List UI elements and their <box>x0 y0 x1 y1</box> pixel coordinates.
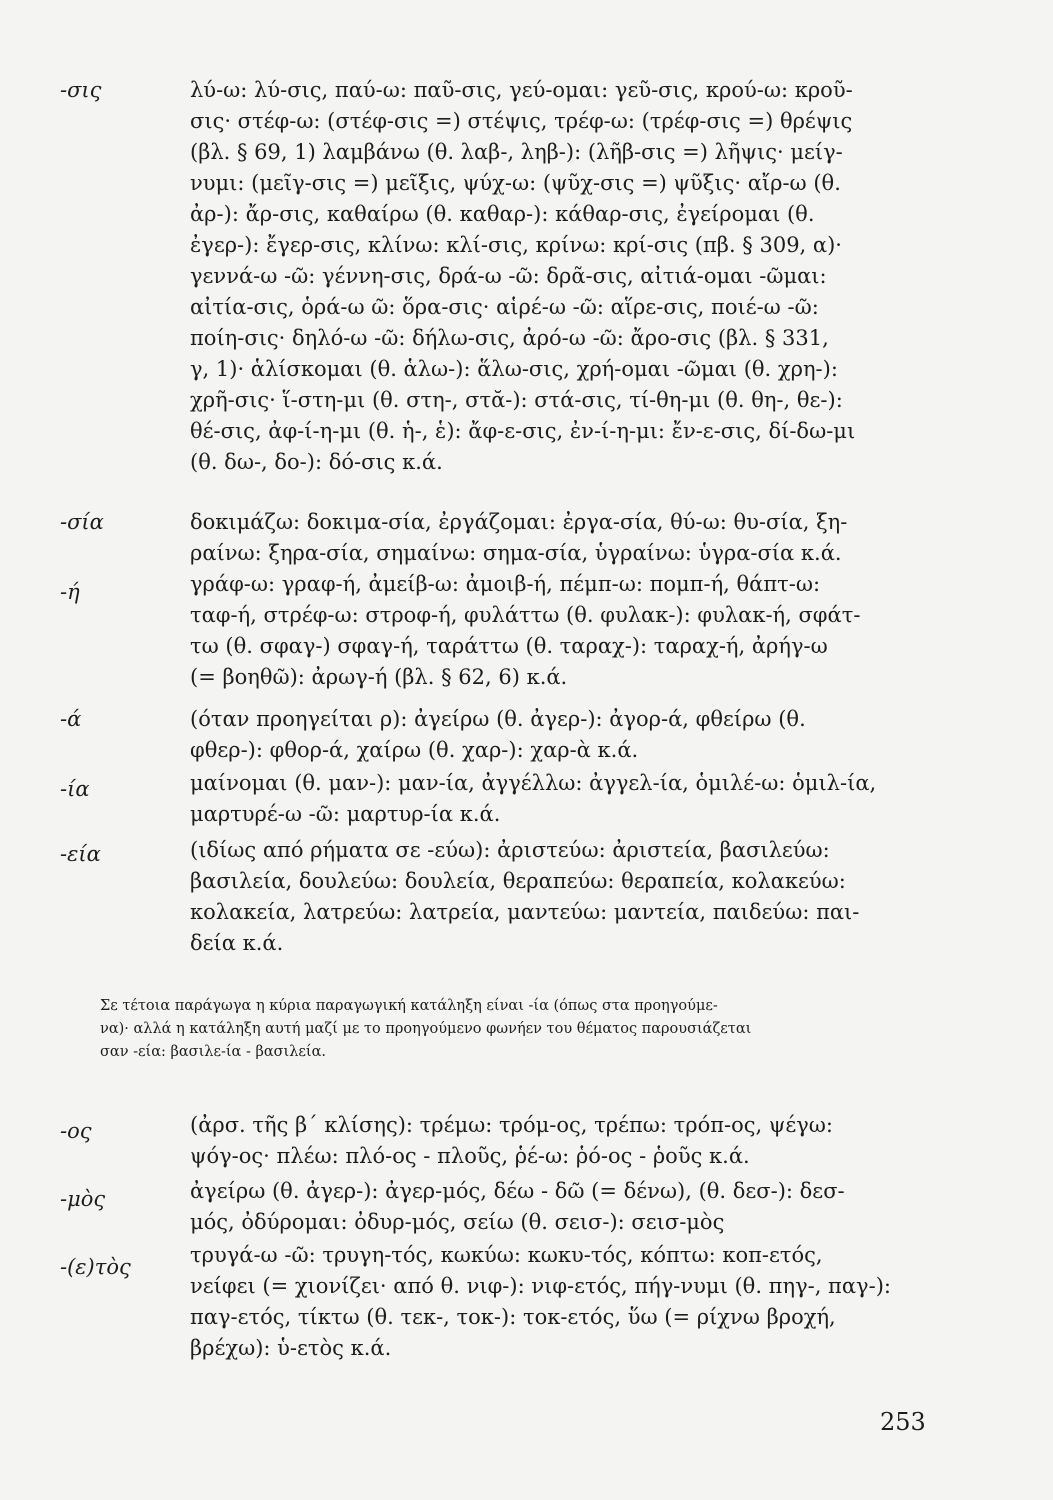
text-line: λύ-ω: λύ-σις, παύ-ω: παῦ-σις, γεύ-ομαι: γεῦ-σις, κρού-ω: κροῦ- <box>190 78 853 102</box>
suffix-label: -ος <box>60 1119 92 1143</box>
note-line: να)· αλλά η κατάληξη αυτή μαζί με το προηγούμενο φωνήεν του θέματος παρουσιάζεται <box>100 1021 752 1037</box>
text-line: ἐγερ-): ἔγερ-σις, κλίνω: κλί-σις, κρίνω: κρί-σις (πβ. § 309, α)· <box>190 233 842 257</box>
text-line: μαίνομαι (θ. μαν-): μαν-ία, ἀγγέλλω: ἀγγελ-ία, ὁμιλέ-ω: ὁμιλ-ία, <box>190 771 877 795</box>
text-line: τω (θ. σφαγ-) σφαγ-ή, ταράττω (θ. ταραχ-): ταραχ-ή, ἀρήγ-ω <box>190 634 828 658</box>
text-line: δεία κ.ά. <box>190 931 284 955</box>
note-line: Σε τέτοια παράγωγα η κύρια παραγωγική κατάληξη είναι -ία (όπως στα προηγούμε- <box>100 998 718 1014</box>
note-paragraph <box>100 995 940 1064</box>
entry-text <box>190 704 950 766</box>
text-line: ποίη-σις· δηλό-ω -ῶ: δήλω-σις, ἀρό-ω -ῶ: ἄρο-σις (βλ. § 331, <box>190 326 829 350</box>
text-line: μαρτυρέ-ω -ῶ: μαρτυρ-ία κ.ά. <box>190 802 501 826</box>
text-line: (ἀρσ. τῆς β΄ κλίσης): τρέμω: τρόμ-ος, τρέπω: τρόπ-ος, ψέγω: <box>190 1113 833 1137</box>
suffix-label: -εία <box>60 842 101 866</box>
suffix-label: -ή <box>60 580 80 604</box>
entry-text <box>190 1240 950 1364</box>
text-line: αἰτία-σις, ὁρά-ω ῶ: ὅρα-σις· αἱρέ-ω -ῶ: αἵρε-σις, ποιέ-ω -ῶ: <box>190 295 819 319</box>
text-line: γεννά-ω -ῶ: γέννη-σις, δρά-ω -ῶ: δρᾶ-σις, αἰτιά-ομαι -ῶμαι: <box>190 264 827 288</box>
text-line: κολακεία, λατρεύω: λατρεία, μαντεύω: μαντεία, παιδεύω: παι- <box>190 900 860 924</box>
text-line: βρέχω): ὑ-ετὸς κ.ά. <box>190 1336 392 1360</box>
suffix-label: -σις <box>60 78 102 102</box>
text-line: δοκιμάζω: δοκιμα-σία, ἐργάζομαι: ἐργα-σία, θύ-ω: θυ-σία, ξη- <box>190 510 848 534</box>
suffix-label: -ά <box>60 707 82 731</box>
text-line: ραίνω: ξηρα-σία, σημαίνω: σημα-σία, ὑγραίνω: ὑγρα-σία κ.ά. <box>190 541 842 565</box>
text-line: (θ. δω-, δο-): δό-σις κ.ά. <box>190 450 443 474</box>
suffix-label: -ία <box>60 777 90 801</box>
text-line: τρυγά-ω -ῶ: τρυγη-τός, κωκύω: κωκυ-τός, κόπτω: κοπ-ετός, <box>190 1243 823 1267</box>
text-line: χρῆ-σις· ἵ-στη-μι (θ. στη-, στᾰ-): στά-σις, τί-θη-μι (θ. θη-, θε-): <box>190 388 843 412</box>
entry-text <box>190 1110 950 1172</box>
text-line: παγ-ετός, τίκτω (θ. τεκ-, τοκ-): τοκ-ετός, ὕω (= ρίχνω βροχή, <box>190 1305 836 1329</box>
text-line: σις· στέφ-ω: (στέφ-σις =) στέψις, τρέφ-ω: (τρέφ-σις =) θρέψις <box>190 109 853 133</box>
text-line: (= βοηθῶ): ἀρωγ-ή (βλ. § 62, 6) κ.ά. <box>190 665 568 689</box>
text-line: θέ-σις, ἀφ-ί-η-μι (θ. ἡ-, ἑ): ἄφ-ε-σις, ἐν-ί-η-μι: ἔν-ε-σις, δί-δω-μι <box>190 419 856 443</box>
text-line: βασιλεία, δουλεύω: δουλεία, θεραπεύω: θεραπεία, κολακεύω: <box>190 869 846 893</box>
entry-text <box>190 75 950 478</box>
entry-text <box>190 768 950 830</box>
text-line: μός, ὀδύρομαι: ὀδυρ-μός, σείω (θ. σεισ-): σεισ-μὸς <box>190 1210 725 1234</box>
text-line: (όταν προηγείται ρ): ἀγείρω (θ. ἀγερ-): ἀγορ-ά, φθείρω (θ. <box>190 707 806 731</box>
text-line: φθερ-): φθορ-ά, χαίρω (θ. χαρ-): χαρ-ὰ κ.ά. <box>190 738 639 762</box>
entry-text <box>190 507 950 569</box>
text-line: ἀρ-): ἄρ-σις, καθαίρω (θ. καθαρ-): κάθαρ-σις, ἐγείρομαι (θ. <box>190 202 815 226</box>
text-line: γράφ-ω: γραφ-ή, ἀμείβ-ω: ἀμοιβ-ή, πέμπ-ω: πομπ-ή, θάπτ-ω: <box>190 572 821 596</box>
text-line: ταφ-ή, στρέφ-ω: στροφ-ή, φυλάττω (θ. φυλακ-): φυλακ-ή, σφάτ- <box>190 603 861 627</box>
entry-text <box>190 569 950 693</box>
text-line: γ, 1)· ἁλίσκομαι (θ. ἁλω-): ἅλω-σις, χρή-ομαι -ῶμαι (θ. χρη-): <box>190 357 838 381</box>
text-line: ψόγ-ος· πλέω: πλό-ος - πλοῦς, ῥέ-ω: ῥό-ος - ῥοῦς κ.ά. <box>190 1144 750 1168</box>
text-line: ἀγείρω (θ. ἀγερ-): ἀγερ-μός, δέω - δῶ (= δένω), (θ. δεσ-): δεσ- <box>190 1179 845 1203</box>
note-line: σαν -εία: βασιλε-ία - βασιλεία. <box>100 1044 326 1060</box>
text-line: (βλ. § 69, 1) λαμβάνω (θ. λαβ-, ληβ-): (λῆβ-σις =) λῆψις· μείγ- <box>190 140 843 164</box>
suffix-label: -μὸς <box>60 1187 106 1211</box>
entry-text <box>190 1176 950 1238</box>
text-line: νείφει (= χιονίζει· από θ. νιφ-): νιφ-ετός, πήγ-νυμι (θ. πηγ-, παγ-): <box>190 1274 891 1298</box>
text-line: (ιδίως από ρήματα σε -εύω): ἀριστεύω: ἀριστεία, βασιλεύω: <box>190 838 830 862</box>
entry-text <box>190 835 950 959</box>
text-line: νυμι: (μεῖγ-σις =) μεῖξις, ψύχ-ω: (ψῦχ-σις =) ψῦξις· αἴρ-ω (θ. <box>190 171 841 195</box>
page-number: 253 <box>880 1408 926 1436</box>
suffix-label: -(ε)τὸς <box>60 1255 131 1279</box>
suffix-label: -σία <box>60 510 104 534</box>
